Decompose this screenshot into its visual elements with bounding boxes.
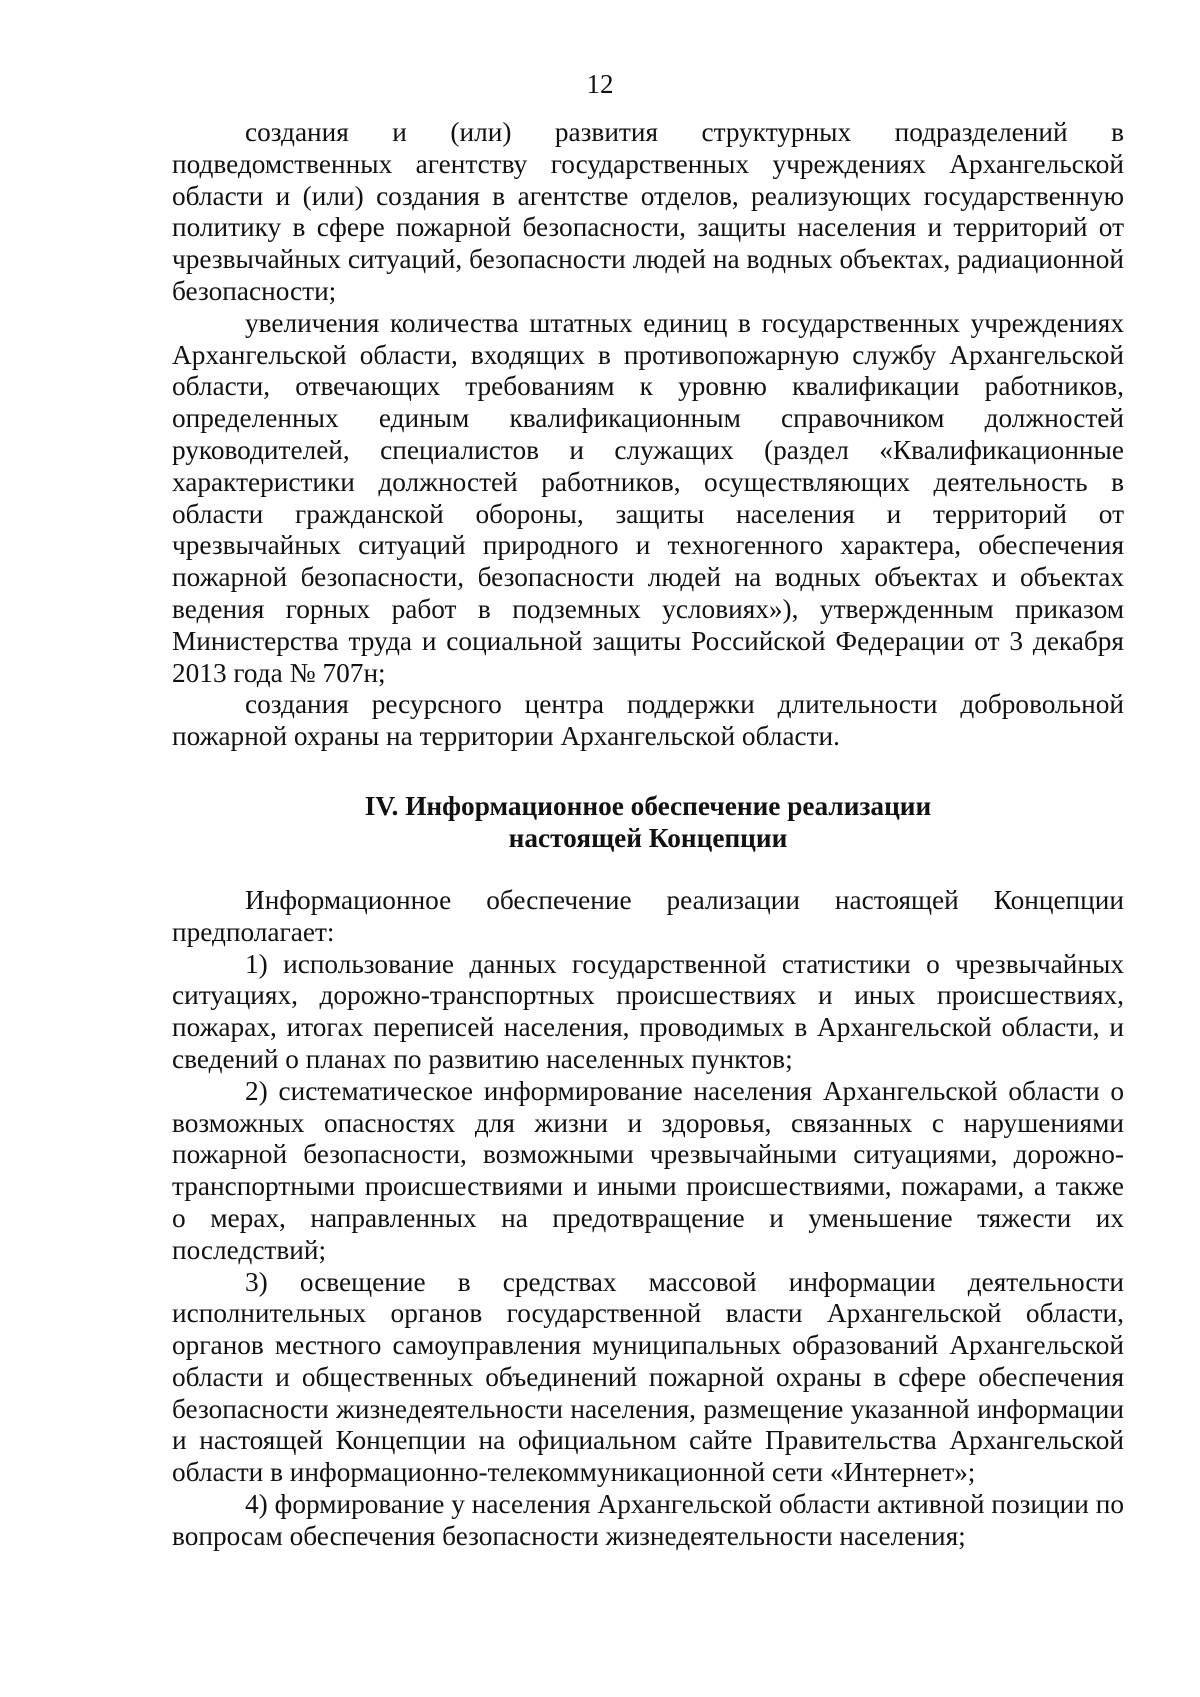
paragraph-intro: Информационное обеспечение реализации настоящей Концепции предполагает: <box>172 884 1124 947</box>
paragraph-structural-units: создания и (или) развития структурных подразделений в подведомственных агентству государственных учреждениях Архангельской области и (или) создания в агентстве отделов, реализующих государственную политику в сфере пожарной безопасности, защиты населения и территорий от чрезвычайных ситуаций, безопасности людей на водных объектах, радиационной безопасности; <box>172 117 1124 306</box>
list-item-2: 2) систематическое информирование населения Архангельской области о возможных опасностях для жизни и здоровья, связанных с нарушениями пожарной безопасности, возможными чрезвычайными ситуациями, дорожно-транспортными происшествиями и иными происшествиями, пожарами, а также о мерах, направленных на предотвращение и уменьшение тяжести их последствий; <box>172 1075 1124 1265</box>
paragraph-resource-center: создания ресурсного центра поддержки длительности добровольной пожарной охраны на территории Архангельской области. <box>172 689 1124 752</box>
page-number: 12 <box>586 69 614 99</box>
section-heading-line-2: настоящей Концепции <box>508 822 788 853</box>
section-heading-line-1: IV. Информационное обеспечение реализации <box>364 790 932 821</box>
list-item-4: 4) формирование у населения Архангельской области активной позиции по вопросам обеспечения безопасности жизнедеятельности населения; <box>172 1489 1124 1551</box>
list-item-3: 3) освещение в средствах массовой информации деятельности исполнительных органов государственной власти Архангельской области, органов местного самоуправления муниципальных образований Архангельской области и общественных объединений пожарной охраны в сфере обеспечения безопасности жизнедеятельности населения, размещение указанной информации и настоящей Концепции на официальном сайте Правительства Архангельской области в информационно-телекоммуникационной сети «Интернет»; <box>172 1266 1124 1488</box>
paragraph-staff-units: увеличения количества штатных единиц в государственных учреждениях Архангельской области, входящих в противопожарную службу Архангельской области, отвечающих требованиям к уровню квалификации работников, определенных единым квалификационным справочником должностей руководителей, специалистов и служащих (раздел «Квалификационные характеристики должностей работников, осуществляющих деятельность в области гражданской обороны, защиты населения и территорий от чрезвычайных ситуаций природного и техногенного характера, обеспечения пожарной безопасности, безопасности людей на водных объектах и объектах ведения горных работ в подземных условиях»), утвержденным приказом Министерства труда и социальной защиты Российской Федерации от 3 декабря 2013 года № 707н; <box>172 307 1124 688</box>
section-heading <box>172 790 1124 854</box>
document-body <box>172 117 1124 1553</box>
list-item-1: 1) использование данных государственной статистики о чрезвычайных ситуациях, дорожно-транспортных происшествиях и иных происшествиях, пожарах, итогах переписей населения, проводимых в Архангельской области, и сведений о планах по развитию населенных пунктов; <box>172 948 1124 1074</box>
